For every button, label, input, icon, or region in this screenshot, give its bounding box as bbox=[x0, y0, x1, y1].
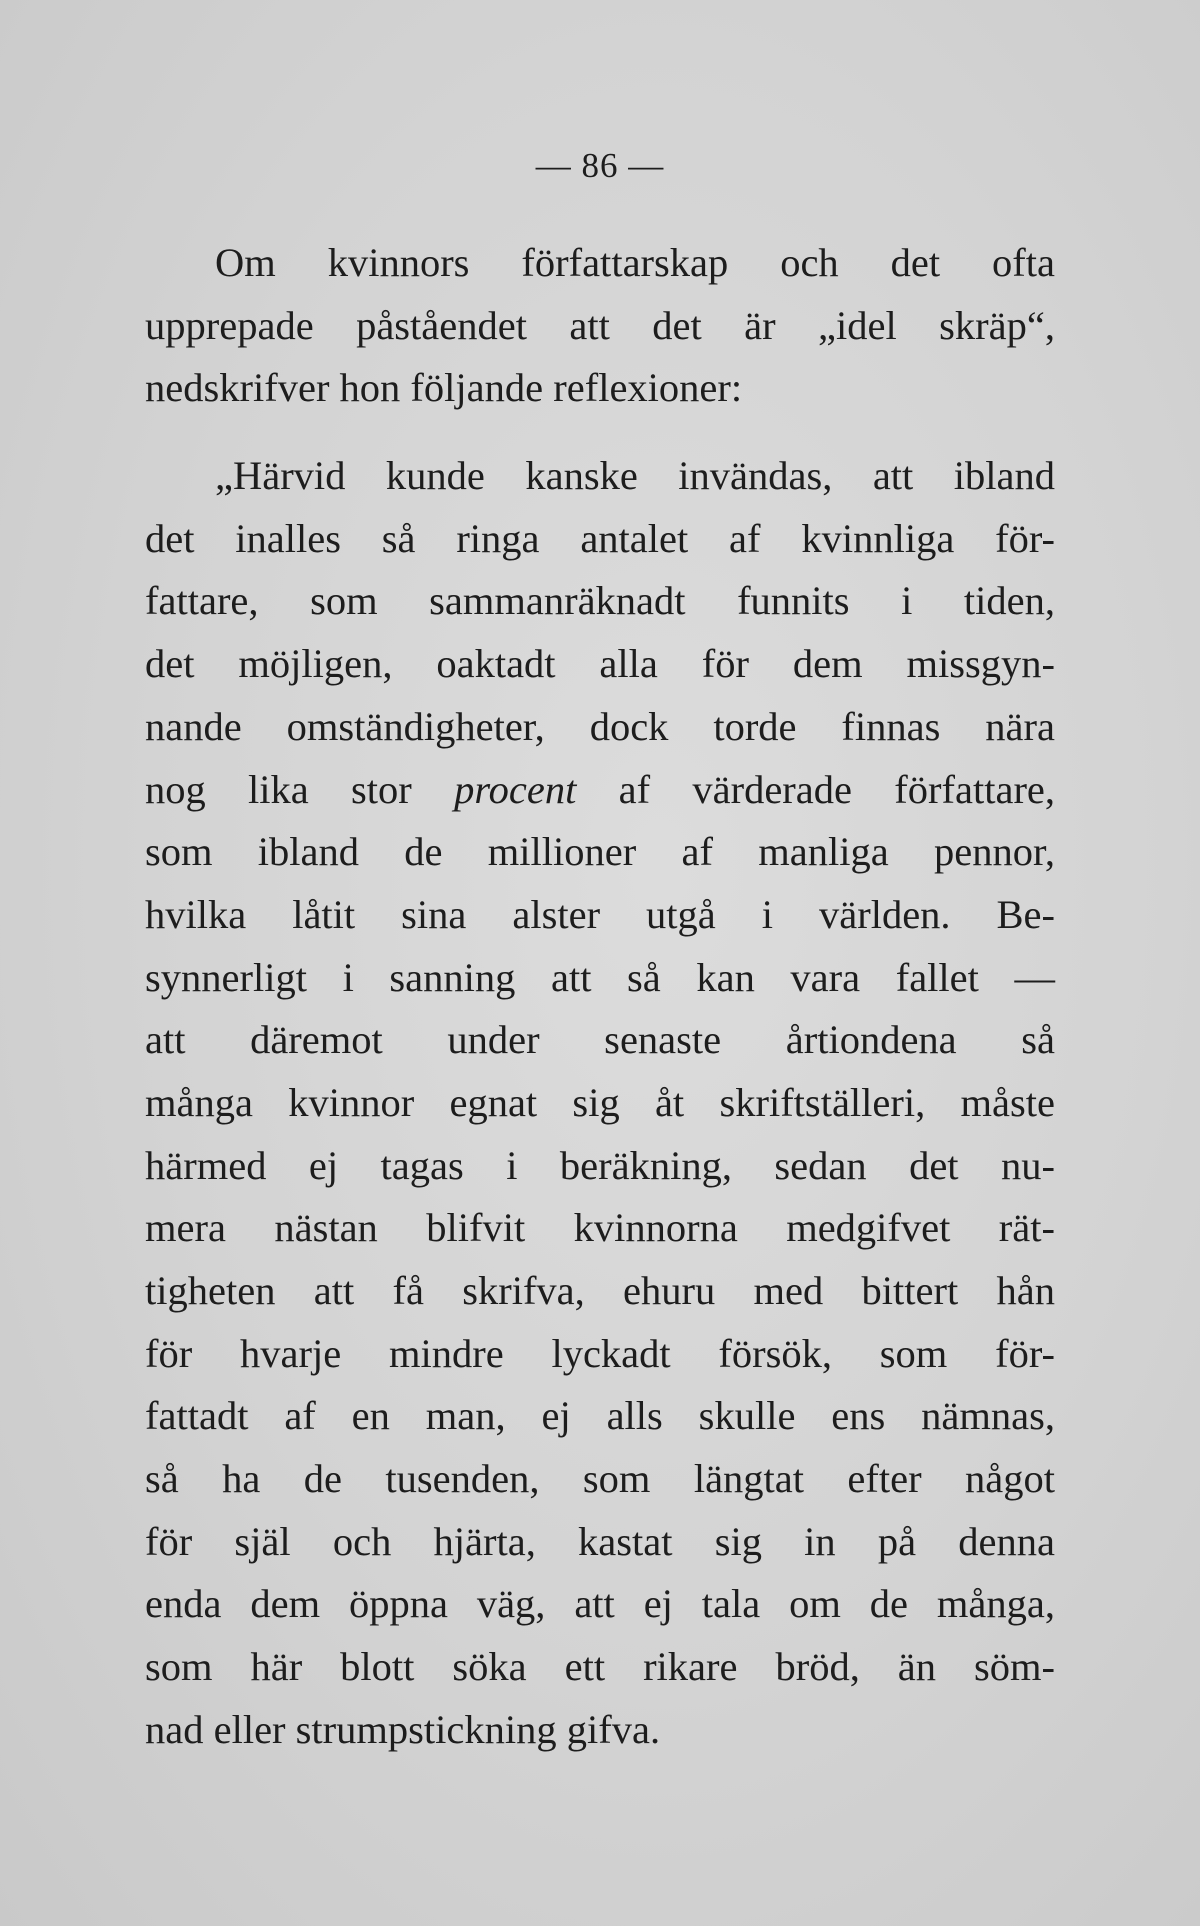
text-line: många kvinnor egnat sig åt skriftställeri, måste bbox=[145, 1079, 1055, 1125]
text-line: fattare, som sammanräknadt funnits i tiden, bbox=[145, 578, 1055, 624]
body-text bbox=[145, 232, 1055, 1762]
text-line: mera nästan blifvit kvinnorna medgifvet rät- bbox=[145, 1205, 1055, 1251]
text-segment: nog lika stor bbox=[145, 766, 412, 812]
text-line-with-italic bbox=[145, 759, 1055, 822]
text-line: tigheten att få skrifva, ehuru med bittert hån bbox=[145, 1268, 1055, 1313]
text-line: nedskrifver hon följande reflexioner: bbox=[145, 365, 743, 411]
text-line: för hvarje mindre lyckadt försök, som för- bbox=[145, 1330, 1055, 1376]
paragraph-gap bbox=[145, 420, 1055, 445]
text-line: så ha de tusenden, som längtat efter något bbox=[145, 1456, 1055, 1502]
text-line: hvilka låtit sina alster utgå i världen. Be- bbox=[145, 891, 1055, 937]
text-line: för själ och hjärta, kastat sig in på denna bbox=[145, 1518, 1055, 1564]
text-line: härmed ej tagas i beräkning, sedan det nu- bbox=[145, 1142, 1055, 1188]
text-segment: af värderade författare, bbox=[618, 766, 1056, 812]
page-number: — 86 — bbox=[535, 146, 665, 185]
text-line: det inalles så ringa antalet af kvinnliga för- bbox=[145, 515, 1055, 561]
text-line: nad eller strumpstickning gifva. bbox=[145, 1706, 661, 1752]
paragraph-2 bbox=[145, 445, 1055, 1761]
text-line: enda dem öppna väg, att ej tala om de många, bbox=[145, 1581, 1055, 1627]
text-line: upprepade påståendet att det är „idel skräp“, bbox=[145, 302, 1055, 348]
text-line: fattadt af en man, ej alls skulle ens nämnas, bbox=[145, 1393, 1055, 1439]
text-line: som här blott söka ett rikare bröd, än söm- bbox=[145, 1644, 1055, 1690]
text-line: nande omständigheter, dock torde finnas nära bbox=[145, 703, 1055, 749]
text-line: det möjligen, oaktadt alla för dem missgyn- bbox=[145, 641, 1055, 687]
text-line: som ibland de millioner af manliga pennor, bbox=[145, 829, 1055, 875]
text-line: „Härvid kunde kanske invändas, att ibland bbox=[215, 453, 1055, 499]
text-line: synnerligt i sanning att så kan vara fallet — bbox=[145, 954, 1055, 1000]
paragraph-1 bbox=[145, 232, 1055, 420]
text-line: Om kvinnors författarskap och det ofta bbox=[215, 240, 1055, 285]
text-line: att däremot under senaste årtiondena så bbox=[145, 1017, 1055, 1063]
italic-word: procent bbox=[454, 766, 577, 812]
